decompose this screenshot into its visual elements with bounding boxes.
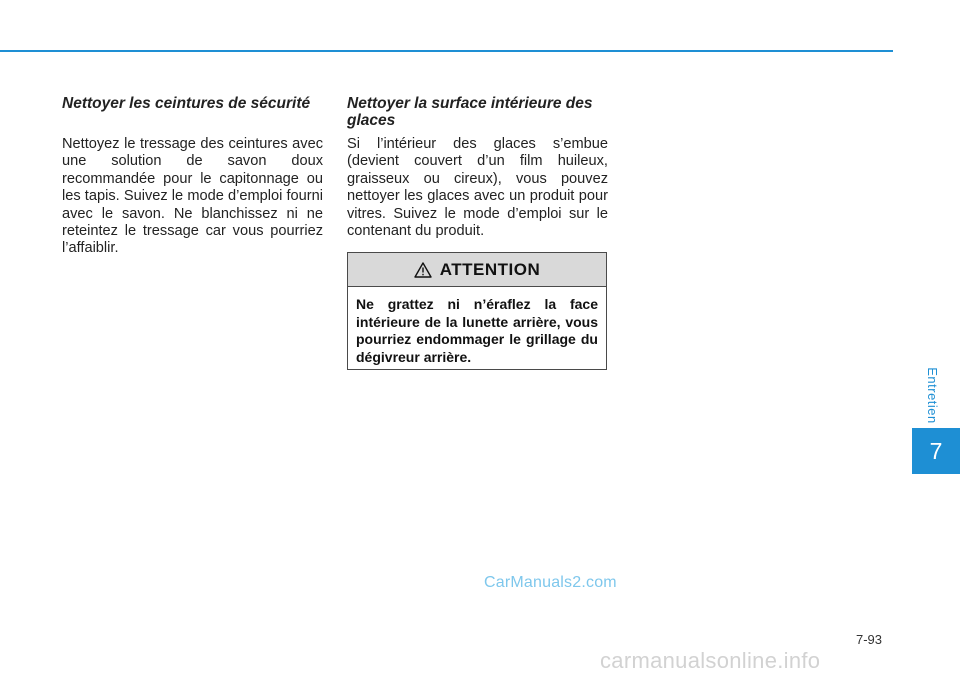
warning-box: [347, 252, 607, 370]
section-body-seatbelts: Nettoyez le tressage des ceintures avec une solution de savon doux recommandée pour le capitonnage ou les tapis. Suivez le mode d’emploi fourni avec le savon. Ne blanchissez ni ne reteintez le tressage car vous pourriez l’affaiblir.: [62, 136, 323, 257]
warning-title: ATTENTION: [439, 259, 541, 279]
footer-watermark: carmanualsonline.info: [600, 648, 821, 673]
chapter-side-label: [918, 365, 946, 425]
watermark-link[interactable]: CarManuals2.com: [484, 574, 617, 591]
section-title-seatbelts: Nettoyer les ceintures de sécurité: [62, 95, 311, 112]
section-title-glass: Nettoyer la surface intérieure des glaces: [347, 95, 593, 129]
top-rule: [0, 50, 893, 52]
warning-body: Ne grattez ni n’éraflez la face intérieure de la lunette arrière, vous pourriez endommager le grillage du dégivreur arrière.: [356, 296, 598, 365]
chapter-number: 7: [929, 437, 943, 464]
warning-header: [348, 253, 606, 287]
chapter-side-label-text: Entretien: [924, 366, 940, 424]
section-body-glass: Si l’intérieur des glaces s’embue (devient couvert d’un film huileux, graisseux ou cireux), vous pouvez nettoyer les glaces avec un produit pour vitres. Suivez le mode d’emploi sur le contenant du produit.: [347, 136, 608, 240]
chapter-tab: [912, 428, 960, 474]
warning-triangle-icon: [414, 262, 432, 278]
page-number: 7-93: [856, 632, 883, 647]
